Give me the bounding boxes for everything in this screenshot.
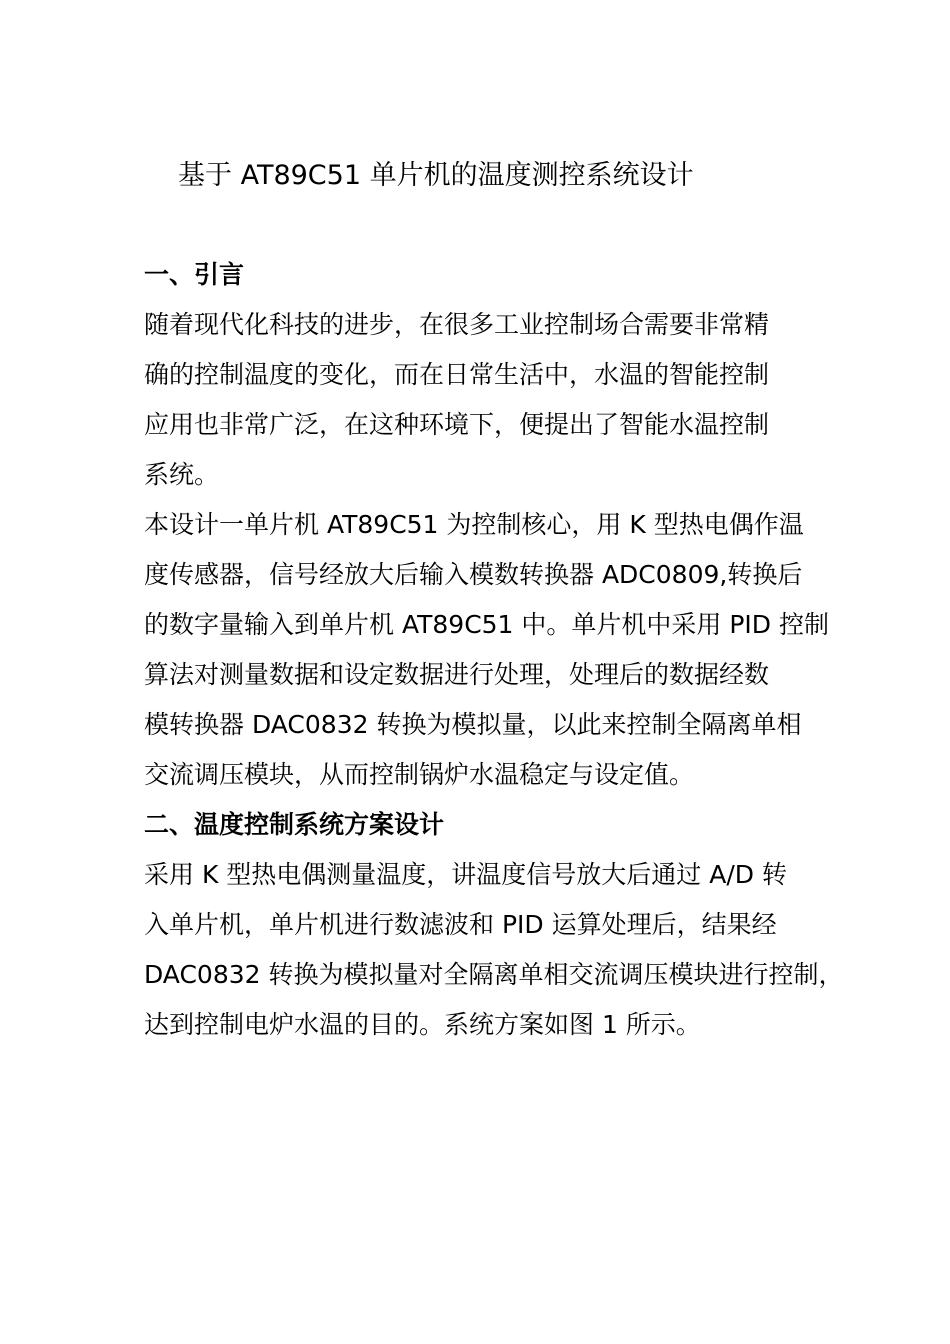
paragraph-line: 入单片机，单片机进行数滤波和 PID 运算处理后，结果经 xyxy=(144,910,777,939)
paragraph-line: 随着现代化科技的进步，在很多工业控制场合需要非常精 xyxy=(144,310,770,339)
paragraph-line: 采用 K 型热电偶测量温度，讲温度信号放大后通过 A/D 转 xyxy=(144,860,787,889)
section-heading-introduction: 一、引言 xyxy=(144,260,245,289)
paragraph-line: 达到控制电炉水温的目的。系统方案如图 1 所示。 xyxy=(144,1010,701,1039)
paragraph-line: 度传感器，信号经放大后输入模数转换器 ADC0809,转换后 xyxy=(144,560,803,589)
paragraph-line: DAC0832 转换为模拟量对全隔离单相交流调压模块进行控制， xyxy=(144,960,844,989)
paragraph-line: 算法对测量数据和设定数据进行处理，处理后的数据经数 xyxy=(144,660,770,689)
paragraph-line: 确的控制温度的变化，而在日常生活中，水温的智能控制 xyxy=(144,360,770,389)
section-heading-system-design: 二、温度控制系统方案设计 xyxy=(144,810,445,839)
paragraph-line: 本设计一单片机 AT89C51 为控制核心，用 K 型热电偶作温 xyxy=(144,510,804,539)
paragraph-line: 系统。 xyxy=(144,460,220,489)
paragraph-line: 交流调压模块，从而控制锅炉水温稳定与设定值。 xyxy=(144,760,695,789)
document-title: 基于 AT89C51 单片机的温度测控系统设计 xyxy=(178,160,694,191)
paragraph-line: 的数字量输入到单片机 AT89C51 中。单片机中采用 PID 控制 xyxy=(144,610,829,639)
paragraph-line: 模转换器 DAC0832 转换为模拟量，以此来控制全隔离单相 xyxy=(144,710,802,739)
paragraph-line: 应用也非常广泛，在这种环境下，便提出了智能水温控制 xyxy=(144,410,770,439)
document-body xyxy=(144,250,844,1050)
